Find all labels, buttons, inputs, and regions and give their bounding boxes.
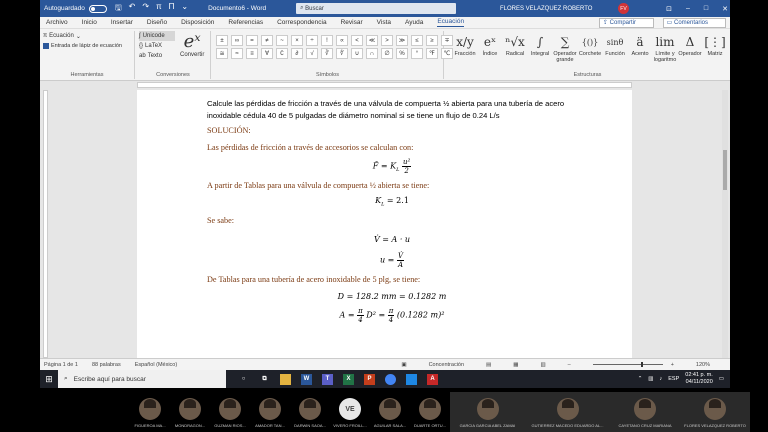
unicode-icon: ∫ [139,33,141,39]
zoom-level[interactable]: 120% [695,361,710,368]
participant-avatar [634,398,656,420]
structure-label: Integral [530,51,550,57]
structure-label: Operador [678,51,702,57]
tab-disposicion[interactable]: Disposición [181,19,215,26]
group-label-estructuras: Estructuras [573,72,602,78]
group-estructuras [445,31,730,79]
participant-tile[interactable] [450,392,525,432]
tab-correspondencia[interactable]: Correspondencia [277,19,327,26]
chrome-icon[interactable] [385,374,396,385]
participant-avatar [419,398,441,420]
symbol-button[interactable]: ÷ [306,35,318,46]
eq4-lhs: u = [379,255,397,265]
taskbar [40,370,730,388]
participant-avatar [379,398,401,420]
structure-icon: eˣ [483,35,497,49]
title-bar [40,0,730,17]
symbol-button[interactable]: ≅ [216,48,228,59]
eq6-lhs: A = [339,310,358,320]
symbol-button[interactable]: ° [411,48,423,59]
latex-label: LaTeX [145,43,163,49]
eq6-pi-b: π [388,306,394,315]
eq2-lhs: K [375,196,382,205]
photos-icon[interactable] [406,374,417,385]
problem-statement: Calcule las pérdidas de fricción a través de una válvula de compuerta ½ abierta para una tubería de acero inoxidable cédula 40 de 5 pulgadas de diámetro nominal si se tiene un flujo de 0.24 L/s [207,99,565,120]
group-simbolos [212,31,451,79]
text-icon: ab [139,53,146,59]
eq1-den: 2 [404,167,409,175]
structure-label: Operador grande [553,51,577,63]
convert-button[interactable] [180,31,204,58]
symbol-button[interactable]: ∪ [351,48,363,59]
acrobat-icon[interactable]: A [427,374,438,385]
structure-icon: [⋮] [704,35,726,49]
participant-avatar [477,398,499,420]
participant-name: DUARTE ORTU... [413,423,447,428]
equation-5[interactable]: D = 128.2 mm = 0.1282 m [337,291,447,301]
participant-name: GUTIERREZ MACEDO EDUARDO AL... [531,423,604,428]
symbol-button[interactable]: < [351,35,363,46]
ink-label: Entrada de lápiz de ecuación [51,43,122,49]
participant-avatar [219,398,241,420]
symbol-button[interactable]: ~ [276,35,288,46]
participant-avatar: VE [339,398,361,420]
eq1-num: u² [402,158,411,166]
network-icon[interactable]: ▥ [648,376,654,382]
group-label-simbolos: Símbolos [316,72,339,78]
participant-name: CAYETANO CRUZ MARIANA [618,423,672,428]
tab-revisar[interactable]: Revisar [340,19,363,26]
participant-tile[interactable] [170,392,210,432]
structure-icon: lim [655,35,675,49]
symbol-button[interactable]: ≪ [366,35,378,46]
symbol-gallery [216,35,454,59]
symbol-button[interactable]: ℉ [426,48,438,59]
document-page[interactable] [137,90,632,358]
symbol-button[interactable]: ≥ [426,35,438,46]
participant-avatar [299,398,321,420]
structure-icon: Δ [685,35,695,49]
share-label: Compartir [609,20,636,26]
search-placeholder: Buscar [305,5,324,12]
zoom-slider[interactable] [593,364,663,365]
unicode-option[interactable] [139,31,175,41]
focus-icon[interactable]: ▣ [401,361,407,368]
symbol-button[interactable]: ∜ [336,48,348,59]
zoom-out-icon[interactable]: – [567,361,571,368]
equation-1[interactable] [207,158,577,175]
save-icon[interactable]: 🖫 [114,2,122,12]
text-label: Texto [147,53,163,59]
equation-button[interactable] [43,31,134,41]
tab-archivo[interactable]: Archivo [46,19,68,26]
tab-vista[interactable]: Vista [376,19,391,26]
read-mode-icon[interactable]: ▤ [486,361,492,368]
text-line-2: A partir de Tablas para una válvula de compuerta ½ abierta se tiene: [207,181,430,190]
windows-start-icon[interactable]: ⊞ [45,373,53,384]
symbol-button[interactable]: ∛ [321,48,333,59]
solution-heading: SOLUCIÓN: [207,126,251,135]
scrollbar-thumb[interactable] [723,150,727,190]
document-content[interactable] [207,98,577,324]
page-count[interactable]: Página 1 de 1 [44,361,78,368]
equation-label: Ecuación [49,33,74,39]
symbol-button[interactable]: √ [306,48,318,59]
symbol-button[interactable]: ≠ [261,35,273,46]
pi-icon: π [43,33,48,39]
tab-ecuacion[interactable]: Ecuación [437,18,465,25]
structure-label: Matriz [707,51,723,57]
structure-icon: ∫ [536,35,544,49]
powerpoint-icon[interactable]: P [364,374,375,385]
symbol-button[interactable]: × [291,35,303,46]
participant-name: GARCIA GARCIA ABEL ZAMAI [459,423,516,428]
file-explorer-icon[interactable] [280,374,291,385]
maximize-icon[interactable]: □ [703,4,709,12]
symbol-button[interactable]: ! [321,35,333,46]
autosave-toggle[interactable] [89,5,107,13]
symbol-button[interactable]: > [381,35,393,46]
ink-equation-button[interactable] [43,41,134,51]
participant-avatar [704,398,726,420]
participant-name: GUZMAN RIOS... [214,423,246,428]
structure-label: Fracción [454,51,476,57]
structure-label: Límite y logaritmo [653,51,677,63]
participant-name: FIGUEROA MA... [134,423,166,428]
participant-avatar [179,398,201,420]
text-line-1: Las pérdidas de fricción a través de accesorios se calculan con: [207,143,414,152]
participant-tile[interactable] [680,392,750,432]
ruler-bar [137,82,632,88]
eq1-lhs: F̂ = K [372,161,397,171]
excel-icon[interactable]: X [343,374,354,385]
unicode-label: Unicode [142,33,165,39]
web-layout-icon[interactable]: ▥ [540,361,546,368]
share-button[interactable]: ⇪ Compartir [599,18,654,28]
symbol-button[interactable]: ∝ [336,35,348,46]
horizontal-ruler[interactable] [40,81,730,89]
participant-tile[interactable] [410,392,450,432]
symbol-button[interactable]: ≫ [396,35,408,46]
symbol-button[interactable]: ∁ [276,48,288,59]
structure-icon: sinθ [606,38,624,47]
symbol-button[interactable]: ∂ [291,48,303,59]
tab-referencias[interactable]: Referencias [228,19,264,26]
participant-name: DARWIN SAOA... [294,423,326,428]
symbol-button[interactable]: ≤ [411,35,423,46]
participant-tile[interactable] [250,392,290,432]
customize-qat-icon[interactable]: ⌄ [181,1,189,11]
word-count[interactable]: 88 palabras [91,361,121,368]
clock[interactable] [685,372,713,386]
equation-4[interactable] [207,252,577,269]
participant-name: MONDRAGON... [174,423,206,428]
eq6-rhs: (0.1282 m)² [396,310,445,320]
participant-tile[interactable] [330,392,370,432]
structure-button[interactable] [699,34,730,57]
group-label-herramientas: Herramientas [70,72,104,78]
clock-time: 02:41 p. m. [685,372,713,378]
text-line-4: De Tablas para una tubería de acero inoxidable de 5 plg, se tiene: [207,274,421,284]
quick-access-toolbar [115,2,188,16]
equation-3[interactable]: V̇ = A · u [373,234,411,244]
teams-icon[interactable]: T [322,374,333,385]
participant-avatar [139,398,161,420]
structure-label: Corchete [578,51,602,57]
symbol-button[interactable]: ∓ [441,35,453,46]
eq6-fraction-a [357,307,364,324]
symbol-button[interactable]: ℃ [441,48,453,59]
eq4-den: A [397,260,403,269]
eq6-four-b: 4 [388,315,394,324]
structure-icon: ∑ [560,35,570,49]
structure-label: Acento [631,51,649,57]
structure-icon: x/y [456,35,474,49]
participant-avatar [259,398,281,420]
participant-name: AMADOR TAN... [255,423,285,428]
structure-icon: ⁿ√x [505,35,525,49]
tab-diseno[interactable]: Diseño [146,19,168,26]
tab-insertar[interactable]: Insertar [110,19,133,26]
symbol-button[interactable]: ≈ [231,48,243,59]
search-icon: ⌕ [64,375,68,382]
participant-name: FLORES VELAZQUEZ ROBERTO [684,423,746,428]
participant-tile[interactable] [130,392,170,432]
participants-strip [0,392,768,432]
system-tray [638,372,724,386]
eq6-four-a: 4 [358,315,363,324]
structure-label: Radical [505,51,525,57]
participant-name: VIVERO FROILL... [333,423,367,428]
eq2-rhs: = 2.1 [384,196,409,205]
group-conversiones [136,31,211,79]
structure-icon: ä [636,35,644,49]
convert-icon: eˣ [183,31,201,52]
symbol-button[interactable]: ∞ [231,35,243,46]
symbol-button[interactable]: = [246,35,258,46]
group-label-conversiones: Conversiones [156,72,190,78]
structure-label: Función [605,51,625,57]
document-area [40,90,730,358]
eq2-sub: L [381,201,385,208]
language-indicator[interactable]: ESP [668,376,680,382]
word-window [40,0,730,370]
print-layout-icon[interactable]: ▦ [513,361,519,368]
eq1-fraction [402,158,411,175]
equation-6[interactable] [207,307,577,324]
symbol-button[interactable]: ≡ [246,48,258,59]
participant-tile[interactable] [610,392,680,432]
participant-tile[interactable] [210,392,250,432]
tab-inicio[interactable]: Inicio [81,19,97,26]
status-right [401,362,724,368]
avatar[interactable]: FV [618,3,629,14]
volume-icon[interactable]: ♪ [659,376,663,382]
participant-avatar [557,398,579,420]
structure-icon: {()} [581,38,599,47]
pi-icon[interactable]: π [156,1,162,11]
participant-name: AGUILAR SALA... [373,423,407,428]
ink-checkbox[interactable] [43,43,49,49]
vertical-ruler[interactable] [43,90,48,358]
taskbar-apps [238,374,438,385]
symbol-button[interactable]: % [396,48,408,59]
language[interactable]: Español (México) [134,361,178,368]
task-view-icon[interactable]: ⧉ [262,375,267,382]
symbol-button[interactable]: ∅ [381,48,393,59]
eq6-mid: D² = [366,310,388,320]
tab-ayuda[interactable]: Ayuda [405,19,424,26]
eq6-pi-a: π [358,306,363,315]
participant-tile[interactable] [370,392,410,432]
close-icon[interactable]: ✕ [722,5,728,13]
equation-2[interactable] [207,196,577,208]
user-name[interactable]: FLORES VELAZQUEZ ROBERTO [500,5,593,12]
participant-tile[interactable] [525,392,610,432]
comments-label: Comentarios [673,20,708,26]
status-bar [40,358,730,370]
symbol-button[interactable]: ∀ [261,48,273,59]
eq4-fraction [397,252,404,269]
symbol-button[interactable]: ∩ [366,48,378,59]
comments-button[interactable]: ▭ Comentarios [663,18,726,28]
symbol-button[interactable]: ± [216,35,228,46]
chevron-down-icon: ⌄ [75,33,81,40]
eq4-num: V̇ [397,251,403,260]
notifications-icon[interactable]: ▭ [718,376,724,382]
minimize-icon[interactable]: – [685,4,690,12]
zoom-in-icon[interactable]: + [670,361,674,368]
undo-icon[interactable]: ↶ [128,1,136,11]
cortana-icon[interactable]: ○ [241,376,246,382]
taskbar-search-placeholder: Escribe aquí para buscar [73,375,146,383]
search-input[interactable] [296,3,456,14]
text-line-3: Se sabe: [207,215,235,225]
equation-icon[interactable]: Π [168,1,175,11]
vertical-scrollbar[interactable] [722,90,728,358]
eq6-fraction-b [388,307,395,324]
eq1-sub: L [396,167,400,174]
group-herramientas [40,31,135,79]
ribbon [40,29,730,81]
window-controls [666,5,728,13]
search-icon: ⌕ [300,5,306,11]
latex-icon: {} [139,43,144,49]
structure-label: Índice [482,51,498,57]
ribbon-display-icon[interactable]: ⊡ [666,5,672,13]
redo-icon[interactable]: ↷ [142,1,150,11]
tray-chevron-icon[interactable]: ⌃ [637,376,643,382]
taskbar-search[interactable] [58,370,226,388]
focus-mode[interactable]: Concentración [428,361,465,368]
word-icon[interactable]: W [301,374,312,385]
clock-date: 04/11/2020 [685,379,713,385]
autosave-label: Autoguardado [44,5,85,12]
document-title: Documento6 - Word [208,5,267,12]
convert-label: Convertir [180,52,205,58]
participant-tile[interactable] [290,392,330,432]
ribbon-tabs [40,17,730,29]
